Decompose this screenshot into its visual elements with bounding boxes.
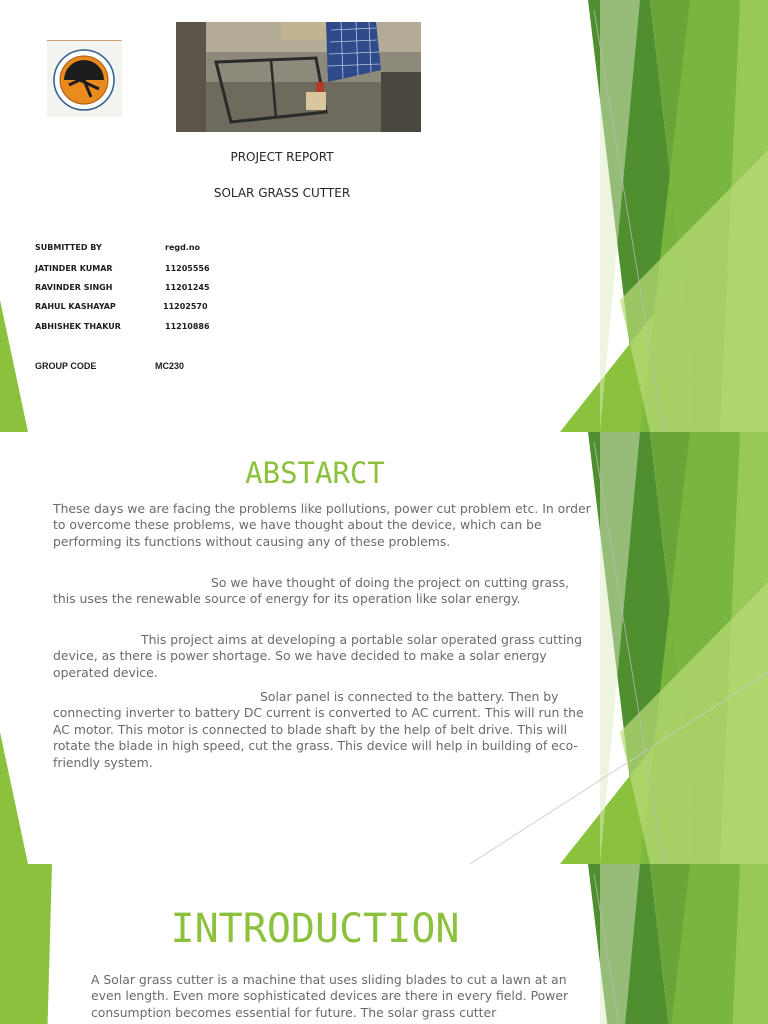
regd-no-label: regd.no	[165, 243, 201, 252]
abstract-paragraph: So we have thought of doing the project on cutting grass, this uses the renewable source of energy for its operation like solar energy.	[53, 575, 569, 607]
group-code-value: MC230	[155, 361, 185, 371]
slide-abstract	[0, 432, 768, 864]
introduction-heading: INTRODUCTION	[170, 906, 460, 952]
member-row	[35, 264, 210, 273]
member-name: RAVINDER SINGH	[35, 283, 113, 292]
abstract-paragraph: These days we are facing the problems like pollutions, power cut problem etc. In order to overcome these problems, we have thought about the device, which can be performing its functions without causing any of these problems.	[53, 501, 591, 549]
slide-title	[0, 0, 768, 432]
member-reg: 11201245	[165, 283, 210, 292]
member-row	[35, 322, 210, 331]
university-logo	[47, 40, 122, 117]
university-seal-icon	[47, 41, 122, 117]
member-name: JATINDER KUMAR	[35, 264, 113, 273]
project-photo	[176, 22, 421, 132]
member-name: RAHUL KASHAYAP	[35, 302, 116, 311]
report-title: PROJECT REPORT	[230, 150, 334, 164]
member-name: ABHISHEK THAKUR	[35, 322, 121, 331]
submitted-by-label: SUBMITTED BY	[35, 243, 102, 252]
abstract-paragraph: This project aims at developing a portable solar operated grass cutting device, as there is power shortage. So we have decided to make a solar energy operated device.	[53, 632, 583, 680]
members-table-header	[35, 243, 201, 252]
member-reg: 11210886	[165, 322, 210, 331]
group-code-label: GROUP CODE	[35, 361, 97, 371]
slide-introduction	[0, 864, 768, 1024]
group-code-row	[35, 361, 185, 371]
abstract-paragraph: Solar panel is connected to the battery. Then by connecting inverter to battery DC current is converted to AC current. This will run the AC motor. This motor is connected to blade shaft by the help of belt drive. This will rotate the blade in high speed, cut the grass. This device will help in building of eco-friendly system.	[53, 689, 584, 770]
project-name: SOLAR GRASS CUTTER	[213, 186, 351, 200]
member-reg: 11202570	[163, 302, 208, 311]
member-row	[35, 283, 210, 292]
introduction-paragraph: A Solar grass cutter is a machine that uses sliding blades to cut a lawn at an even length. Even more sophisticated devices are there in every field. Power consumption becomes essential for future. The solar grass cutter	[91, 972, 569, 1020]
member-reg: 11205556	[165, 264, 210, 273]
member-row	[35, 302, 208, 311]
solar-grass-cutter-photo	[176, 22, 421, 132]
abstract-heading: ABSTARCT	[245, 456, 385, 490]
